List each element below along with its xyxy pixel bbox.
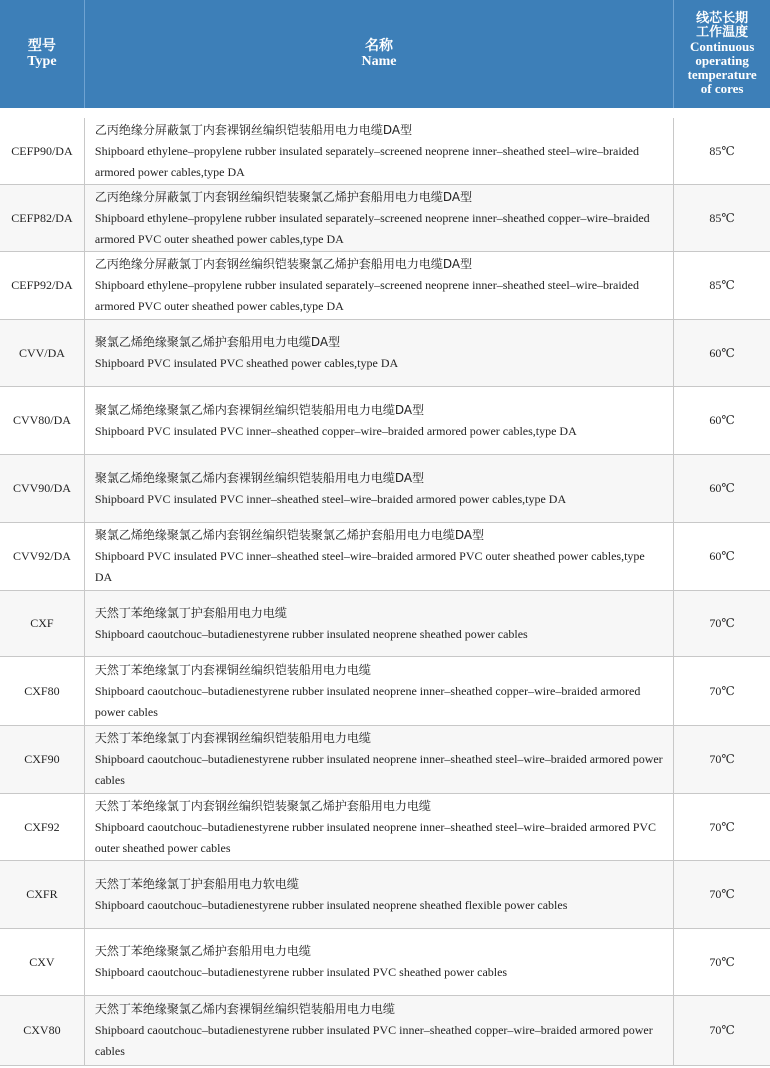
name-en: Shipboard ethylene–propylene rubber insulated separately–screened neoprene inner–sheathed copper–wire–braided armored PVC outer sheathed power cables,type DA xyxy=(94,210,650,246)
name-cell xyxy=(85,387,674,454)
name-cell xyxy=(85,455,674,522)
type-cell: CXF xyxy=(0,591,85,656)
temperature-cell: 70℃ xyxy=(709,954,735,969)
temperature-cell: 85℃ xyxy=(709,210,735,225)
temperature-cell: 60℃ xyxy=(709,345,735,360)
table-body xyxy=(0,118,770,1066)
name-en: Shipboard caoutchouc–butadienestyrene rubber insulated neoprene inner–sheathed steel–wire–braided armored PVC outer sheathed power cables xyxy=(94,819,657,855)
temperature-cell: 60℃ xyxy=(709,481,735,495)
name-cn: 天然丁苯绝缘氯丁内套裸钢丝编织铠装船用电力电缆 xyxy=(94,731,371,745)
table-row xyxy=(0,591,770,657)
table-row xyxy=(0,726,770,794)
header-temp-en-1: Continuous xyxy=(689,38,755,54)
header-gap xyxy=(0,108,770,118)
header-name xyxy=(85,0,674,108)
name-cell xyxy=(85,726,674,793)
type-cell: CXF90 xyxy=(0,726,85,793)
temperature-cell: 70℃ xyxy=(709,1023,735,1037)
name-cn: 天然丁苯绝缘氯丁内套裸铜丝编织铠装船用电力电缆 xyxy=(94,662,371,677)
type-cell: CXV xyxy=(0,929,85,995)
type-cell: CEFP82/DA xyxy=(0,185,85,251)
name-cell xyxy=(85,185,674,251)
table-row xyxy=(0,252,770,320)
header-temp-cn-1: 线芯长期 xyxy=(696,10,749,26)
name-cell xyxy=(85,591,674,656)
name-en: Shipboard PVC insulated PVC inner–sheathed steel–wire–braided armored power cables,type DA xyxy=(94,491,567,506)
table-header xyxy=(0,0,770,108)
type-cell: CVV92/DA xyxy=(0,523,85,590)
name-cell xyxy=(85,996,674,1065)
temperature-cell: 85℃ xyxy=(709,143,735,158)
name-cn: 聚氯乙烯绝缘聚氯乙烯内套裸铜丝编织铠装船用电力电缆DA型 xyxy=(94,402,425,417)
name-cn: 乙丙绝缘分屏蔽氯丁内套钢丝编织铠装聚氯乙烯护套船用电力电缆DA型 xyxy=(94,257,473,271)
header-name-en: Name xyxy=(361,54,397,69)
temperature-cell: 60℃ xyxy=(709,549,735,563)
table-row xyxy=(0,523,770,591)
temperature-cell: 70℃ xyxy=(709,752,735,766)
type-cell: CXFR xyxy=(0,861,85,928)
name-cell xyxy=(85,929,674,995)
temperature-cell: 70℃ xyxy=(709,683,735,698)
name-en: Shipboard caoutchouc–butadienestyrene rubber insulated PVC sheathed power cables xyxy=(94,965,508,979)
type-cell: CEFP90/DA xyxy=(0,118,85,184)
name-en: Shipboard caoutchouc–butadienestyrene rubber insulated PVC inner–sheathed copper–wire–braided armored power cables xyxy=(94,1023,653,1058)
header-type xyxy=(0,0,85,108)
table-row xyxy=(0,387,770,455)
table-row xyxy=(0,320,770,387)
name-cell xyxy=(85,320,674,386)
header-temp xyxy=(674,0,770,108)
table-row xyxy=(0,118,770,185)
table-row xyxy=(0,657,770,726)
header-type-en: Type xyxy=(27,54,57,69)
table-row xyxy=(0,794,770,861)
type-cell: CXF80 xyxy=(0,657,85,725)
name-en: Shipboard ethylene–propylene rubber insulated separately–screened neoprene inner–sheathed steel–wire–braided armored power cables,type DA xyxy=(94,143,640,179)
type-cell: CVV/DA xyxy=(0,320,85,386)
name-en: Shipboard PVC insulated PVC sheathed power cables,type DA xyxy=(94,356,399,370)
type-cell: CVV90/DA xyxy=(0,455,85,522)
name-cn: 天然丁苯绝缘氯丁护套船用电力电缆 xyxy=(94,605,287,620)
name-cn: 聚氯乙烯绝缘聚氯乙烯内套钢丝编织铠装聚氯乙烯护套船用电力电缆DA型 xyxy=(94,528,485,542)
header-name-cn: 名称 xyxy=(365,37,394,54)
table-row xyxy=(0,455,770,523)
name-en: Shipboard caoutchouc–butadienestyrene rubber insulated neoprene sheathed flexible power cables xyxy=(94,897,568,912)
table-row xyxy=(0,185,770,252)
type-cell: CXV80 xyxy=(0,996,85,1065)
name-cn: 乙丙绝缘分屏蔽氯丁内套裸钢丝编织铠装船用电力电缆DA型 xyxy=(94,122,413,137)
table-row xyxy=(0,996,770,1066)
name-cn: 聚氯乙烯绝缘聚氯乙烯内套裸钢丝编织铠装船用电力电缆DA型 xyxy=(94,470,425,485)
name-cell xyxy=(85,523,674,590)
temperature-cell: 85℃ xyxy=(709,278,735,292)
header-type-cn: 型号 xyxy=(27,37,56,54)
name-cell xyxy=(85,794,674,860)
table-row xyxy=(0,929,770,996)
type-cell: CXF92 xyxy=(0,794,85,860)
name-en: Shipboard caoutchouc–butadienestyrene rubber insulated neoprene inner–sheathed copper–wire–braided armored power cables xyxy=(94,683,641,719)
name-en: Shipboard PVC insulated PVC inner–sheathed copper–wire–braided armored power cables,type DA xyxy=(94,423,577,438)
name-en: Shipboard caoutchouc–butadienestyrene rubber insulated neoprene inner–sheathed steel–wire–braided armored power cables xyxy=(94,752,663,787)
name-cell xyxy=(85,657,674,725)
table-row xyxy=(0,861,770,929)
name-cn: 天然丁苯绝缘氯丁内套钢丝编织铠装聚氯乙烯护套船用电力电缆 xyxy=(94,798,431,813)
temperature-cell: 70℃ xyxy=(709,819,735,834)
name-cn: 天然丁苯绝缘氯丁护套船用电力软电缆 xyxy=(94,876,299,891)
name-cell xyxy=(85,118,674,184)
name-en: Shipboard PVC insulated PVC inner–sheathed steel–wire–braided armored PVC outer sheathed power cables,type DA xyxy=(94,549,645,584)
header-temp-en-3: temperature xyxy=(687,67,757,83)
type-cell: CEFP92/DA xyxy=(0,252,85,319)
header-temp-en-2: operating xyxy=(695,53,749,68)
name-cn: 天然丁苯绝缘聚氯乙烯护套船用电力电缆 xyxy=(94,944,311,958)
temperature-cell: 60℃ xyxy=(709,413,735,427)
header-temp-en-4: of cores xyxy=(700,81,744,97)
name-cell xyxy=(85,861,674,928)
header-temp-cn-2: 工作温度 xyxy=(696,24,749,40)
name-en: Shipboard caoutchouc–butadienestyrene rubber insulated neoprene sheathed power cables xyxy=(94,626,528,641)
temperature-cell: 70℃ xyxy=(709,887,735,901)
type-cell: CVV80/DA xyxy=(0,387,85,454)
name-cn: 乙丙绝缘分屏蔽氯丁内套钢丝编织铠装聚氯乙烯护套船用电力电缆DA型 xyxy=(94,189,473,204)
temperature-cell: 70℃ xyxy=(709,616,735,630)
name-cn: 天然丁苯绝缘聚氯乙烯内套裸铜丝编织铠装船用电力电缆 xyxy=(94,1002,395,1016)
name-cn: 聚氯乙烯绝缘聚氯乙烯护套船用电力电缆DA型 xyxy=(94,335,341,349)
name-en: Shipboard ethylene–propylene rubber insulated separately–screened neoprene inner–sheathed steel–wire–braided armored PVC outer sheathed power cables,type DA xyxy=(94,278,640,313)
name-cell xyxy=(85,252,674,319)
